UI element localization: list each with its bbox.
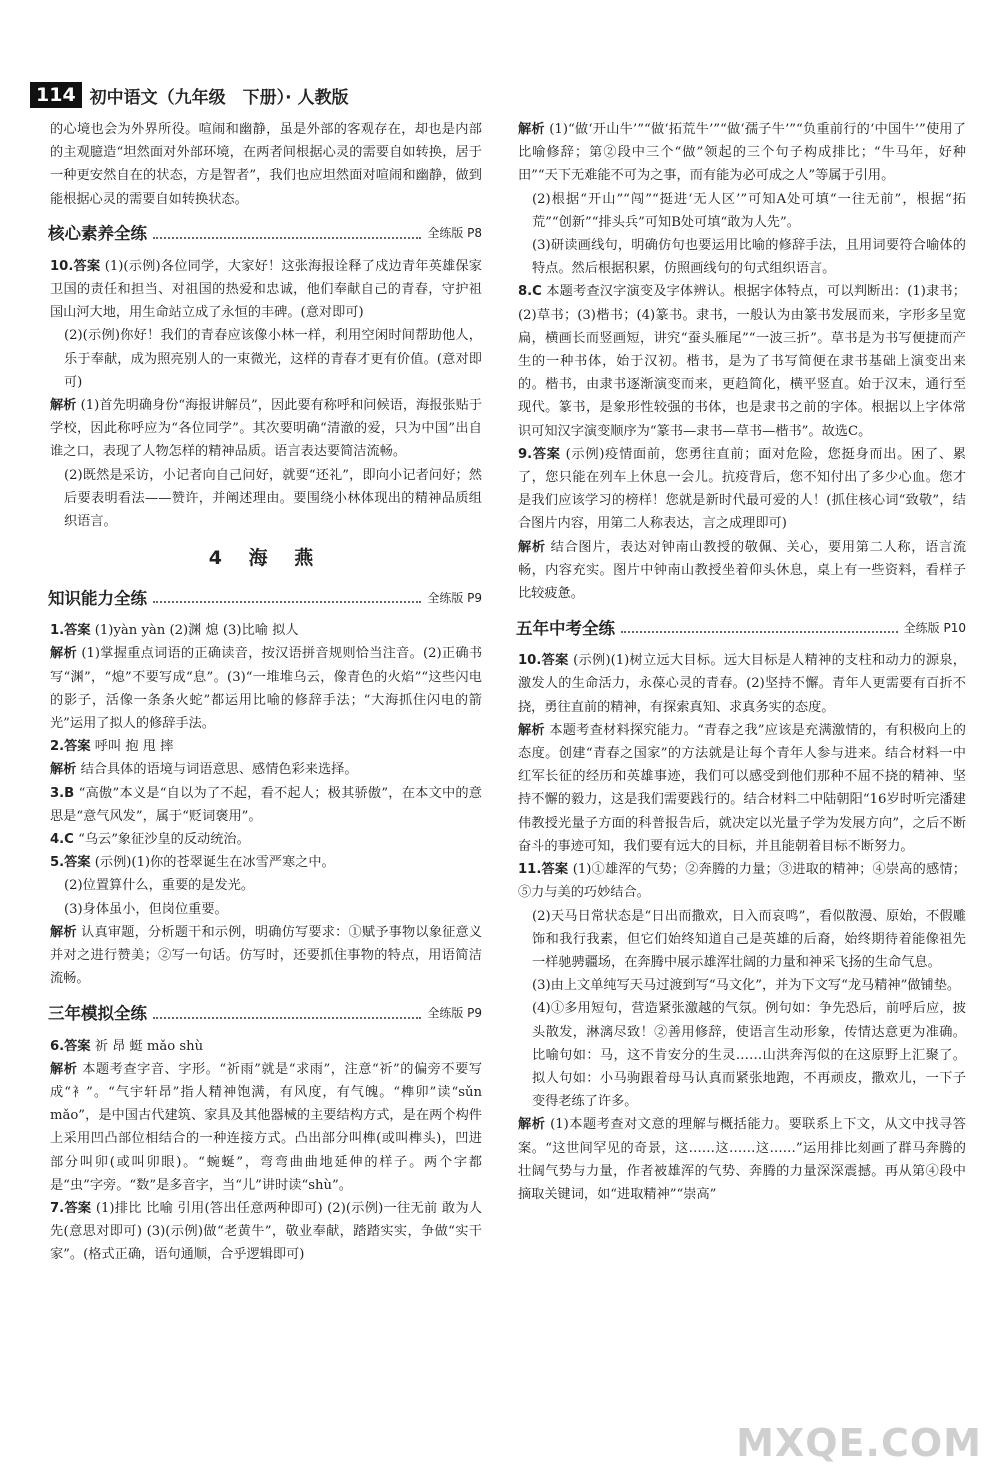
dotted-leader: [153, 237, 421, 239]
answer-paragraph: [50, 1197, 482, 1267]
answer-text: 本题考查材料探究能力。“青春之我”应该是充满激情的，有积极向上的态度。创建“青春之国家”的方法就是让每个青年人参与进来。结合材料一中红军长征的经历和英雄事迹，我们可以感受到他们那种不屈不挠的精神、坚持不懈的毅力，这是我们需要践行的。结合材料二中陆朝阳“16岁时听完潘建伟教授光量子方面的科普报告后，就决定以光量子学为发展方向”，之后不断奋斗的事迹可知，我们要有远大的目标，并且能朝着目标不断努力。: [518, 722, 966, 854]
section-heading: [48, 217, 482, 251]
answer-label: 解析: [50, 924, 77, 940]
answer-paragraph: [50, 1058, 482, 1197]
answer-label: 11.答案: [518, 862, 569, 878]
answer-paragraph: [518, 234, 966, 280]
answer-paragraph: [50, 464, 482, 534]
answer-paragraph: [50, 394, 482, 464]
answer-paragraph: [50, 898, 482, 921]
answer-label: 10.答案: [50, 258, 101, 274]
answer-text: (2)位置算什么，重要的是发光。: [64, 878, 255, 894]
answer-paragraph: [518, 974, 966, 997]
answer-paragraph: [50, 642, 482, 735]
answer-paragraph: [50, 118, 482, 211]
answer-text: “乌云”象征沙皇的反动统治。: [78, 832, 250, 848]
section-heading: [48, 581, 482, 615]
answer-paragraph: [50, 782, 482, 828]
left-column: [50, 118, 482, 1267]
section-page-ref: 全练版 P9: [427, 590, 482, 605]
section-page-ref: 全练版 P9: [427, 1005, 482, 1020]
watermark: MXQE.COM: [736, 1421, 982, 1465]
answer-text: (1)掌握重点词语的正确读音，按汉语拼音规则恰当注音。(2)正确书写“渊”，“熄”不要写成“息”。(3)“一堆堆乌云，像青色的火焰”“这些闪电的影子，活像一条条火蛇”都运用比喻的修辞手法；“大海抓住闪电的箭光”运用了拟人的修辞手法。: [50, 646, 483, 732]
answer-text: (1)(示例)各位同学，大家好！这张海报诠释了戍边青年英雄保家卫国的责任和担当、对祖国的热爱和忠诚，他们奉献自己的青春，守护祖国山河大地，用生命站立成了永恒的丰碑。(意对即可): [50, 258, 482, 321]
answer-paragraph: [518, 997, 966, 1113]
answer-text: (示例)(1)你的苍翠诞生在冰雪严寒之中。: [94, 855, 335, 871]
answer-text: (3)由上文单纯写天马过渡到写“马文化”，并为下文写“龙马精神”做铺垫。: [532, 978, 961, 994]
answer-text: 本题考查字音、字形。“祈雨”就是“求雨”，注意“祈”的偏旁不要写成“衤”。“气宇轩昂”指人精神饱满，有风度，有气魄。“榫卯”读“sǔn mǎo”，是中国古代建筑、家具及其他器械的主要结构方式，是在两个构件上采用凹凸部位相结合的一种连接方式。凸出部分叫榫(或叫榫头)，凹进部分叫卯(或叫卯眼)。“蜿蜒”，弯弯曲曲地延伸的样子。两个字都是“虫”字旁。“数”是多音字，当“儿”讲时读“shù”。: [50, 1061, 483, 1193]
answer-text: (1)本题考查对文意的理解与概括能力。要联系上下文，从文中找寻答案。“这世间罕见的奇景，这……这……这……”运用排比刻画了群马奔腾的壮阔气势与力量，作者被雄浑的气势、奔腾的力量深深震撼。再从第④段中摘取关键词，如“进取精神”“崇高”: [518, 1117, 966, 1202]
section-page-ref: 全练版 P8: [427, 226, 482, 241]
answer-paragraph: [50, 874, 482, 897]
answer-paragraph: [518, 443, 966, 536]
section-name: 三年模拟全练: [48, 1003, 147, 1023]
answer-label: 1.答案: [50, 623, 91, 639]
answer-text: (3)研读画线句，明确仿句也要运用比喻的修辞手法，且用词要符合喻体的特点。然后根据积累，仿照画线句的句式组织语言。: [532, 238, 966, 277]
answer-paragraph: [50, 619, 482, 642]
chapter-title: 4 海 燕: [208, 547, 324, 570]
answer-text: (示例)疫情面前，您勇往直前；面对危险，您挺身而出。困了、累了，您只能在列车上休息一会儿。抗疫背后，您不知付出了多少心血。您才是我们应该学习的榜样！您就是新时代最可爱的人！(抓住核心词“致敬”，结合图片内容，用第二人称表达，言之成理即可): [518, 446, 966, 532]
dotted-leader: [621, 631, 898, 633]
answer-label: 10.答案: [518, 653, 569, 669]
answer-label: 6.答案: [50, 1038, 91, 1054]
answer-paragraph: [50, 758, 482, 781]
answer-paragraph: [50, 828, 482, 851]
answer-text: 祈 昂 蜓 mǎo shù: [94, 1038, 204, 1054]
answer-paragraph: [518, 280, 966, 442]
answer-label: 4.C: [50, 832, 74, 848]
answer-text: (2)既然是采访，小记者向自己问好，就要“还礼”，即向小记者问好；然后要表明看法——赞许，并阐述理由。要围绕小林体现出的精神品质组织语言。: [64, 467, 482, 530]
answer-text: (1)yàn yàn (2)渊 熄 (3)比喻 拟人: [94, 623, 299, 639]
section-name: 五年中考全练: [516, 618, 615, 638]
section-heading: [48, 997, 482, 1031]
answer-text: 结合具体的语境与词语意思、感情色彩来选择。: [80, 762, 358, 778]
answer-text: (1)①雄浑的气势；②奔腾的力量；③进取的精神；④崇高的感情；⑤力与美的巧妙结合。: [518, 862, 966, 901]
answer-paragraph: [50, 255, 482, 325]
answer-paragraph: [518, 719, 966, 858]
answer-text: 认真审题，分析题干和示例，明确仿写要求：①赋予事物以象征意义并对之进行赞美；②写一句话。仿写时，还要抓住事物的特点，用语简洁流畅。: [50, 924, 483, 987]
answer-label: 9.答案: [518, 446, 561, 462]
answer-label: 解析: [50, 1061, 78, 1077]
answer-text: 的心境也会为外界所役。喧闹和幽静，虽是外部的客观存在，却也是内部的主观臆造“坦然面对外部环境，在两者间根据心灵的需要自如转换，居于一种更安然自在的状态，方是智者”，我们也应坦然面对喧闹和幽静，做到能根据心灵的需要自如转换状态。: [50, 122, 482, 207]
answer-paragraph: [518, 536, 966, 606]
answer-paragraph: [518, 858, 966, 904]
answer-label: 解析: [50, 398, 77, 414]
dotted-leader: [153, 1017, 421, 1019]
answer-label: 3.B: [50, 785, 75, 801]
answer-label: 8.C: [518, 284, 542, 300]
answer-label: 解析: [518, 539, 546, 555]
dotted-leader: [153, 601, 421, 603]
answer-text: (1)“做‘开山牛’”“做‘拓荒牛’”“做‘孺子牛’”“负重前行的‘中国牛’”使用了比喻修辞；第②段中三个“做”领起的三个句子构成排比；“牛马年，好种田”“天下无难能不可为之事，而有能为必可成之人”等属于引用。: [518, 122, 966, 184]
answer-paragraph: [518, 188, 966, 234]
answer-label: 解析: [518, 1117, 546, 1133]
answer-label: 解析: [518, 122, 545, 137]
answer-paragraph: [518, 1113, 966, 1206]
answer-text: (2)根据“开山”“闯”“挺进‘无人区’”可知A处可填“一往无前”，根据“拓荒”“创新”“排头兵”可知B处可填“敢为人先”。: [532, 191, 966, 230]
answer-label: 2.答案: [50, 739, 91, 755]
book-title: 初中语文（九年级 下册）· 人教版: [89, 87, 349, 108]
answer-text: (1)排比 比喻 引用(答出任意两种即可) (2)(示例)一往无前 敢为人先(意思对即可) (3)(示例)做“老黄牛”，敬业奉献，踏踏实实，争做“实干家”。(格式正确，语句通顺，合乎逻辑即可): [50, 1200, 482, 1263]
answer-text: (1)首先明确身份“海报讲解员”，因此要有称呼和问候语，海报张贴于学校，因此称呼应为“各位同学”。其次要明确“清澈的爱，只为中国”出自谁之口，表现了人物怎样的精神品质。语言表达要简洁流畅。: [50, 398, 482, 460]
answer-paragraph: [50, 324, 482, 394]
answer-paragraph: [518, 118, 966, 188]
answer-paragraph: [50, 851, 482, 874]
section-page-ref: 全练版 P10: [903, 620, 966, 635]
answer-paragraph: [518, 905, 966, 975]
answer-label: 解析: [50, 762, 77, 778]
section-name: 核心素养全练: [48, 224, 147, 244]
answer-label: 5.答案: [50, 855, 91, 871]
answer-text: (示例)(1)树立远大目标。远大目标是人精神的支柱和动力的源泉，激发人的生命活力，永葆心灵的青春。(2)坚持不懈。青年人更需要有百折不挠，勇往直前的精神，有探索真知、求真务实的态度。: [518, 653, 966, 715]
answer-label: 解析: [50, 646, 77, 662]
answer-paragraph: [518, 649, 966, 719]
right-column: [518, 118, 966, 1206]
answer-text: “高傲”本义是“自以为了不起，看不起人；极其骄傲”，在本文中的意思是“意气风发”，属于“贬词褒用”。: [50, 785, 482, 824]
answer-paragraph: [50, 735, 482, 758]
answer-text: (2)(示例)你好！我们的青春应该像小林一样，利用空闲时间帮助他人，乐于奉献，成为照亮别人的一束微光，这样的青春才更有价值。(意对即可): [64, 328, 482, 390]
answer-text: 本题考查汉字演变及字体辨认。根据字体特点，可以判断出：(1)隶书；(2)草书；(3)楷书；(4)篆书。隶书，一般认为由篆书发展而来，字形多呈宽扁，横画长而竖画短，讲究“蚕头雁尾”“一波三折”。草书是为书写便捷而产生的一种书体，始于汉初。楷书，是为了书写简便在隶书基础上演变出来的。楷书，由隶书逐渐演变而来，更趋简化，横平竖直。始于汉末，通行至现代。篆书，是象形性较强的书体，也是隶书之前的字体。根据以上字体常识可知汉字演变顺序为“篆书—隶书—草书—楷书”。故选C。: [518, 284, 966, 439]
answer-text: 呼叫 抱 甩 摔: [94, 739, 174, 755]
answer-text: (2)天马日常状态是“日出而撒欢，日入而哀鸣”，看似散漫、原始，不假雕饰和我行我素，但它们始终知道自己是英雄的后裔，始终期待着能像祖先一样驰骋疆场，在奔腾中展示雄浑壮阔的力量和神采飞扬的生命气息。: [532, 908, 966, 970]
section-name: 知识能力全练: [48, 588, 147, 608]
page-number: 114: [30, 82, 82, 108]
answer-paragraph: [50, 1035, 482, 1058]
section-heading: [516, 611, 966, 645]
page-header: [30, 78, 349, 112]
answer-label: 解析: [518, 722, 545, 738]
answer-label: 7.答案: [50, 1200, 92, 1216]
answer-paragraph: [50, 921, 482, 991]
answer-text: 结合图片，表达对钟南山教授的敬佩、关心，要用第二人称，语言流畅，内容充实。图片中钟南山教授坐着仰头休息，桌上有一些资料，看样子比较疲惫。: [518, 539, 967, 602]
answer-text: (3)身体虽小，但岗位重要。: [64, 901, 228, 917]
answer-text: (4)①多用短句，营造紧张激越的气氛。例句如：争先恐后，前呼后应，披头散发，淋漓尽致！②善用修辞，使语言生动形象，传情达意更为准确。比喻句如：马，这不肯安分的生灵……山洪奔泻似的在这原野上汇聚了。拟人句如：小马驹跟着母马认真而紧张地跑，不再顽皮，撒欢儿，一下子变得老练了许多。: [532, 1001, 966, 1110]
